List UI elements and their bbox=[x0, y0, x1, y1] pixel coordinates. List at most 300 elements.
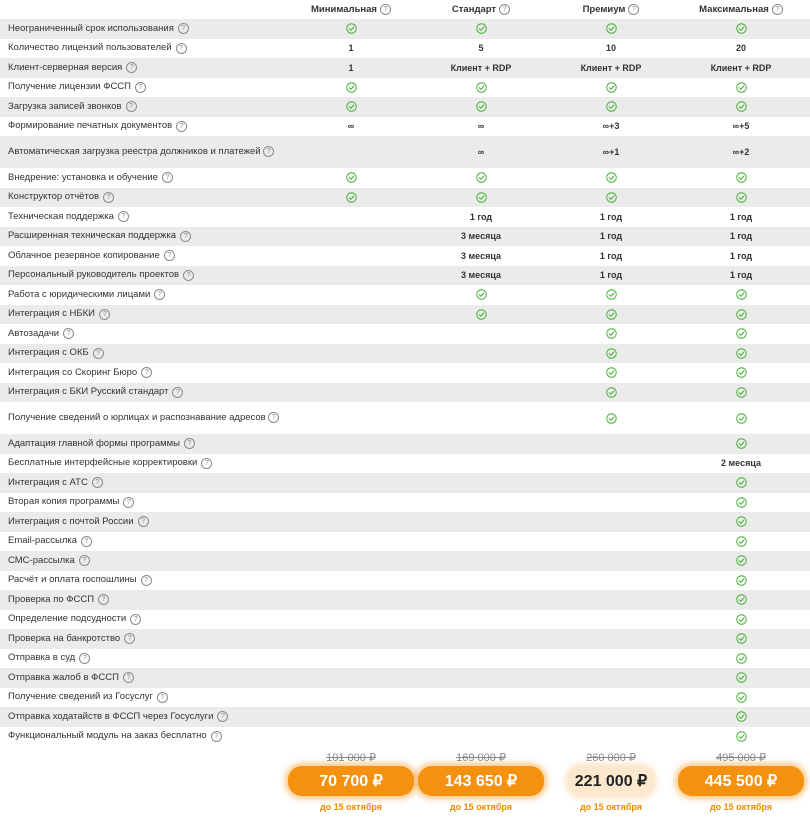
feature-name: Внедрение: установка и обучение bbox=[8, 171, 158, 183]
table-row bbox=[0, 207, 810, 227]
old-price: 495 000 ₽ bbox=[716, 752, 766, 764]
plan-cell bbox=[676, 614, 806, 625]
table-row bbox=[0, 688, 810, 708]
plan-cell bbox=[416, 147, 546, 157]
feature-name: Загрузка записей звонков bbox=[8, 100, 122, 112]
cell-value: 1 год bbox=[469, 211, 493, 222]
check-icon bbox=[606, 309, 617, 320]
plan-cell bbox=[546, 387, 676, 398]
plan-cell bbox=[416, 212, 546, 222]
plan-cell bbox=[676, 270, 806, 280]
feature-name: Автоматическая загрузка реестра должников и платежей bbox=[8, 146, 261, 157]
table-row bbox=[0, 551, 810, 571]
feature-name: Расчёт и оплата госпошлины bbox=[8, 574, 137, 586]
check-icon bbox=[736, 731, 747, 742]
check-icon bbox=[736, 692, 747, 703]
offer-deadline: до 15 октября bbox=[319, 802, 383, 812]
plan-cell bbox=[676, 672, 806, 683]
table-row bbox=[0, 266, 810, 286]
help-icon[interactable]: ? bbox=[162, 172, 173, 183]
cell-value: ∞ bbox=[347, 121, 355, 132]
plan-cell bbox=[676, 633, 806, 644]
help-icon[interactable]: ? bbox=[126, 62, 137, 73]
check-icon bbox=[736, 413, 747, 424]
table-row bbox=[0, 610, 810, 630]
help-icon[interactable]: ? bbox=[130, 614, 141, 625]
help-icon[interactable]: ? bbox=[157, 692, 168, 703]
feature-label bbox=[0, 535, 286, 547]
table-row bbox=[0, 707, 810, 727]
plan-cell bbox=[546, 270, 676, 280]
cell-value: 1 год bbox=[729, 231, 753, 242]
cell-value: 1 год bbox=[599, 270, 623, 281]
help-icon[interactable]: ? bbox=[103, 192, 114, 203]
feature-name: СМС-рассылка bbox=[8, 554, 75, 566]
check-icon bbox=[736, 367, 747, 378]
check-icon bbox=[736, 555, 747, 566]
plan-cell bbox=[416, 172, 546, 183]
feature-label bbox=[0, 328, 286, 340]
feature-name: Адаптация главной формы программы bbox=[8, 437, 180, 449]
check-icon bbox=[736, 328, 747, 339]
feature-name: Отправка в суд bbox=[8, 652, 76, 664]
table-header bbox=[0, 0, 810, 19]
help-icon[interactable]: ? bbox=[211, 731, 222, 742]
offer-deadline: до 15 октября bbox=[449, 802, 513, 812]
check-icon bbox=[476, 289, 487, 300]
check-icon bbox=[736, 536, 747, 547]
discount-price: 221 000 ₽ bbox=[568, 766, 654, 796]
check-icon bbox=[606, 367, 617, 378]
feature-name: Интеграция с почтой России bbox=[8, 515, 134, 527]
feature-name: Вторая копия программы bbox=[8, 496, 120, 508]
cell-value: Клиент + RDP bbox=[710, 62, 772, 73]
price-columns bbox=[286, 750, 806, 812]
plan-cell bbox=[676, 192, 806, 203]
plan-cell bbox=[546, 63, 676, 73]
feature-name: Неограниченный срок использования bbox=[8, 22, 174, 34]
table-row bbox=[0, 305, 810, 325]
check-icon bbox=[346, 23, 357, 34]
plan-cell bbox=[676, 63, 806, 73]
column-title: Минимальная bbox=[311, 4, 377, 15]
plan-cell bbox=[676, 82, 806, 93]
plan-cell bbox=[676, 458, 806, 468]
column-header-standard bbox=[416, 4, 546, 15]
feature-label bbox=[0, 347, 286, 359]
plan-cell bbox=[416, 43, 546, 53]
cell-value: 5 bbox=[478, 43, 484, 54]
table-row bbox=[0, 434, 810, 454]
cell-value: ∞ bbox=[477, 147, 485, 157]
table-row bbox=[0, 493, 810, 513]
feature-label bbox=[0, 633, 286, 645]
check-icon bbox=[736, 711, 747, 722]
plan-cell bbox=[416, 192, 546, 203]
plan-cell bbox=[286, 101, 416, 112]
plan-cell bbox=[676, 289, 806, 300]
feature-label bbox=[0, 652, 286, 664]
feature-name: Проверка по ФССП bbox=[8, 593, 95, 605]
table-row bbox=[0, 383, 810, 403]
cell-value: 20 bbox=[735, 43, 746, 54]
plan-cell bbox=[416, 270, 546, 280]
old-price: 101 000 ₽ bbox=[326, 752, 376, 764]
help-icon[interactable]: ? bbox=[123, 672, 134, 683]
check-icon bbox=[606, 172, 617, 183]
check-icon bbox=[606, 348, 617, 359]
table-row bbox=[0, 532, 810, 552]
help-icon[interactable]: ? bbox=[135, 82, 146, 93]
cell-value: 1 bbox=[348, 43, 354, 54]
feature-name: Интеграция с БКИ Русский стандарт bbox=[8, 386, 169, 398]
check-icon bbox=[476, 172, 487, 183]
plan-cell bbox=[286, 82, 416, 93]
table-row bbox=[0, 571, 810, 591]
column-title: Премиум bbox=[582, 4, 626, 15]
check-icon bbox=[736, 387, 747, 398]
cell-value: 1 год bbox=[599, 250, 623, 261]
column-header-maximal bbox=[676, 4, 806, 15]
plan-cell bbox=[676, 328, 806, 339]
help-icon[interactable]: ? bbox=[93, 348, 104, 359]
cell-value: ∞+2 bbox=[732, 147, 750, 157]
feature-label bbox=[0, 386, 286, 398]
check-icon bbox=[736, 575, 747, 586]
plan-cell bbox=[546, 101, 676, 112]
help-icon[interactable]: ? bbox=[268, 412, 279, 423]
cell-value: ∞+5 bbox=[732, 121, 750, 132]
plan-cell bbox=[676, 438, 806, 449]
feature-label bbox=[0, 211, 286, 223]
table-row bbox=[0, 285, 810, 305]
help-icon[interactable]: ? bbox=[772, 4, 783, 15]
table-row bbox=[0, 136, 810, 168]
plan-cell bbox=[676, 653, 806, 664]
plan-cell bbox=[676, 309, 806, 320]
cell-value: 1 год bbox=[599, 211, 623, 222]
cell-value: 2 месяца bbox=[721, 458, 761, 469]
cell-value: 3 месяца bbox=[461, 270, 501, 281]
table-row bbox=[0, 344, 810, 364]
table-row bbox=[0, 78, 810, 98]
feature-label bbox=[0, 289, 286, 301]
feature-label bbox=[0, 438, 286, 450]
help-icon[interactable]: ? bbox=[79, 555, 90, 566]
table-row bbox=[0, 473, 810, 493]
feature-label bbox=[0, 367, 286, 379]
check-icon bbox=[476, 309, 487, 320]
table-row bbox=[0, 727, 810, 747]
check-icon bbox=[736, 594, 747, 605]
feature-label bbox=[0, 120, 286, 132]
plan-cell bbox=[676, 575, 806, 586]
table-row bbox=[0, 668, 810, 688]
feature-name: Автозадачи bbox=[8, 327, 60, 339]
feature-label bbox=[0, 711, 286, 723]
plan-cell bbox=[676, 212, 806, 222]
discount-price: 143 650 ₽ bbox=[418, 766, 544, 796]
feature-label bbox=[0, 230, 286, 242]
help-icon[interactable]: ? bbox=[164, 250, 175, 261]
plan-cell bbox=[676, 23, 806, 34]
feature-name: Интеграция с ОКБ bbox=[8, 347, 89, 359]
feature-name: Проверка на банкротство bbox=[8, 632, 121, 644]
plan-cell bbox=[676, 231, 806, 241]
feature-name: Техническая поддержка bbox=[8, 210, 114, 222]
feature-name: Получение сведений из Госуслуг bbox=[8, 691, 153, 703]
feature-label bbox=[0, 308, 286, 320]
help-icon[interactable]: ? bbox=[380, 4, 391, 15]
feature-label bbox=[0, 412, 286, 424]
cell-value: 1 год bbox=[729, 270, 753, 281]
price-block bbox=[416, 750, 546, 812]
cell-value: Клиент + RDP bbox=[580, 62, 642, 73]
plan-cell bbox=[546, 251, 676, 261]
help-icon[interactable]: ? bbox=[183, 270, 194, 281]
check-icon bbox=[346, 101, 357, 112]
feature-label bbox=[0, 613, 286, 625]
check-icon bbox=[736, 614, 747, 625]
help-icon[interactable]: ? bbox=[126, 101, 137, 112]
plan-cell bbox=[676, 367, 806, 378]
feature-name: Конструктор отчётов bbox=[8, 191, 100, 203]
help-icon[interactable]: ? bbox=[124, 633, 135, 644]
check-icon bbox=[476, 101, 487, 112]
feature-name: Определение подсудности bbox=[8, 613, 127, 625]
plan-cell bbox=[546, 147, 676, 157]
help-icon[interactable]: ? bbox=[63, 328, 74, 339]
plan-cell bbox=[546, 309, 676, 320]
help-icon[interactable]: ? bbox=[172, 387, 183, 398]
help-icon[interactable]: ? bbox=[176, 121, 187, 132]
help-icon[interactable]: ? bbox=[201, 458, 212, 469]
price-block bbox=[286, 750, 416, 812]
plan-cell bbox=[546, 289, 676, 300]
cell-value: ∞ bbox=[477, 121, 485, 132]
check-icon bbox=[476, 23, 487, 34]
plan-cell bbox=[546, 43, 676, 53]
help-icon[interactable]: ? bbox=[217, 711, 228, 722]
plan-cell bbox=[676, 594, 806, 605]
plan-cell bbox=[416, 23, 546, 34]
cell-value: Клиент + RDP bbox=[450, 62, 512, 73]
feature-label bbox=[0, 730, 286, 742]
table-row bbox=[0, 629, 810, 649]
plan-cell bbox=[416, 289, 546, 300]
help-icon[interactable]: ? bbox=[154, 289, 165, 300]
check-icon bbox=[606, 82, 617, 93]
plan-cell bbox=[546, 367, 676, 378]
plan-cell bbox=[416, 121, 546, 131]
plan-cell bbox=[676, 536, 806, 547]
help-icon[interactable]: ? bbox=[184, 438, 195, 449]
plan-cell bbox=[676, 555, 806, 566]
plan-cell bbox=[546, 172, 676, 183]
feature-label bbox=[0, 146, 286, 158]
offer-deadline: до 15 октября bbox=[709, 802, 773, 812]
feature-name: Интеграция с АТС bbox=[8, 476, 88, 488]
feature-name: Расширенная техническая поддержка bbox=[8, 230, 177, 242]
table-row bbox=[0, 246, 810, 266]
feature-label bbox=[0, 574, 286, 586]
help-icon[interactable]: ? bbox=[81, 536, 92, 547]
help-icon[interactable]: ? bbox=[99, 309, 110, 320]
table-row bbox=[0, 590, 810, 610]
table-row bbox=[0, 39, 810, 59]
cell-value: ∞+1 bbox=[602, 147, 620, 157]
plan-cell bbox=[416, 309, 546, 320]
plan-cell bbox=[546, 121, 676, 131]
check-icon bbox=[736, 633, 747, 644]
check-icon bbox=[606, 23, 617, 34]
offer-deadline: до 15 октября bbox=[579, 802, 643, 812]
feature-label bbox=[0, 477, 286, 489]
cell-value: 1 год bbox=[729, 211, 753, 222]
plan-cell bbox=[676, 43, 806, 53]
check-icon bbox=[736, 477, 747, 488]
feature-label bbox=[0, 42, 286, 54]
feature-name: Работа с юридическими лицами bbox=[8, 288, 151, 300]
discount-price: 70 700 ₽ bbox=[288, 766, 414, 796]
prices-row bbox=[0, 750, 810, 812]
check-icon bbox=[736, 438, 747, 449]
cell-value: ∞+3 bbox=[602, 121, 620, 132]
plan-cell bbox=[676, 477, 806, 488]
check-icon bbox=[346, 82, 357, 93]
help-icon[interactable]: ? bbox=[263, 146, 274, 157]
help-icon[interactable]: ? bbox=[141, 575, 152, 586]
check-icon bbox=[606, 387, 617, 398]
feature-label bbox=[0, 23, 286, 35]
feature-name: Отправка ходатайств в ФССП через Госуслуги bbox=[8, 710, 214, 722]
plan-cell bbox=[676, 497, 806, 508]
plan-cell bbox=[416, 82, 546, 93]
feature-name: Интеграция с НБКИ bbox=[8, 308, 96, 320]
prices-spacer bbox=[0, 750, 286, 812]
plan-cell bbox=[416, 231, 546, 241]
check-icon bbox=[606, 289, 617, 300]
check-icon bbox=[346, 192, 357, 203]
feature-name: Формирование печатных документов bbox=[8, 120, 173, 132]
feature-label bbox=[0, 691, 286, 703]
plan-cell bbox=[676, 692, 806, 703]
check-icon bbox=[476, 82, 487, 93]
feature-label bbox=[0, 457, 286, 469]
feature-name: Получение лицензии ФССП bbox=[8, 81, 131, 93]
table-row bbox=[0, 97, 810, 117]
help-icon[interactable]: ? bbox=[98, 594, 109, 605]
plan-cell bbox=[676, 413, 806, 424]
feature-label bbox=[0, 191, 286, 203]
help-icon[interactable]: ? bbox=[79, 653, 90, 664]
help-icon[interactable]: ? bbox=[176, 43, 187, 54]
plan-cell bbox=[546, 348, 676, 359]
plan-cell bbox=[546, 212, 676, 222]
plan-cell bbox=[676, 101, 806, 112]
check-icon bbox=[606, 328, 617, 339]
check-icon bbox=[736, 192, 747, 203]
plan-cell bbox=[546, 328, 676, 339]
help-icon[interactable]: ? bbox=[180, 231, 191, 242]
plan-cell bbox=[286, 192, 416, 203]
table-row bbox=[0, 363, 810, 383]
plan-cell bbox=[286, 63, 416, 73]
plan-cell bbox=[416, 101, 546, 112]
feature-name: Облачное резервное копирование bbox=[8, 249, 160, 261]
help-icon[interactable]: ? bbox=[138, 516, 149, 527]
table-row bbox=[0, 227, 810, 247]
help-icon[interactable]: ? bbox=[92, 477, 103, 488]
plan-cell bbox=[546, 23, 676, 34]
table-row bbox=[0, 188, 810, 208]
check-icon bbox=[736, 516, 747, 527]
plan-cell bbox=[676, 731, 806, 742]
feature-name: Персональный руководитель проектов bbox=[8, 269, 180, 281]
table-row bbox=[0, 168, 810, 188]
check-icon bbox=[736, 348, 747, 359]
cell-value: 3 месяца bbox=[461, 231, 501, 242]
table-row bbox=[0, 402, 810, 434]
plan-cell bbox=[676, 348, 806, 359]
plan-cell bbox=[676, 251, 806, 261]
cell-value: 10 bbox=[605, 43, 616, 54]
check-icon bbox=[736, 309, 747, 320]
help-icon[interactable]: ? bbox=[178, 23, 189, 34]
plan-cell bbox=[676, 172, 806, 183]
feature-name: Бесплатные интерфейсные корректировки bbox=[8, 457, 198, 469]
check-icon bbox=[606, 413, 617, 424]
feature-label bbox=[0, 594, 286, 606]
feature-name: Клиент-серверная версия bbox=[8, 61, 123, 73]
plan-cell bbox=[286, 172, 416, 183]
help-icon[interactable]: ? bbox=[123, 497, 134, 508]
table-row bbox=[0, 649, 810, 669]
help-icon[interactable]: ? bbox=[628, 4, 639, 15]
plan-cell bbox=[676, 121, 806, 131]
column-title: Стандарт bbox=[451, 4, 497, 15]
plan-cell bbox=[676, 711, 806, 722]
help-icon[interactable]: ? bbox=[499, 4, 510, 15]
check-icon bbox=[606, 192, 617, 203]
help-icon[interactable]: ? bbox=[141, 367, 152, 378]
cell-value: 1 год bbox=[599, 231, 623, 242]
feature-label bbox=[0, 516, 286, 528]
price-block bbox=[546, 750, 676, 812]
table-row bbox=[0, 324, 810, 344]
column-header-premium bbox=[546, 4, 676, 15]
feature-label bbox=[0, 250, 286, 262]
plan-cell bbox=[416, 251, 546, 261]
plan-cell bbox=[546, 82, 676, 93]
feature-name: Получение сведений о юрлицах и распознавание адресов bbox=[8, 412, 266, 423]
check-icon bbox=[736, 172, 747, 183]
cell-value: 1 год bbox=[729, 250, 753, 261]
feature-label bbox=[0, 81, 286, 93]
plan-cell bbox=[676, 387, 806, 398]
plan-cell bbox=[416, 63, 546, 73]
check-icon bbox=[736, 82, 747, 93]
old-price: 169 000 ₽ bbox=[456, 752, 506, 764]
plan-cell bbox=[286, 23, 416, 34]
plan-cell bbox=[286, 43, 416, 53]
table-row bbox=[0, 454, 810, 474]
cell-value: 1 bbox=[348, 62, 354, 73]
plan-cell bbox=[546, 192, 676, 203]
discount-price: 445 500 ₽ bbox=[678, 766, 804, 796]
check-icon bbox=[606, 101, 617, 112]
help-icon[interactable]: ? bbox=[118, 211, 129, 222]
